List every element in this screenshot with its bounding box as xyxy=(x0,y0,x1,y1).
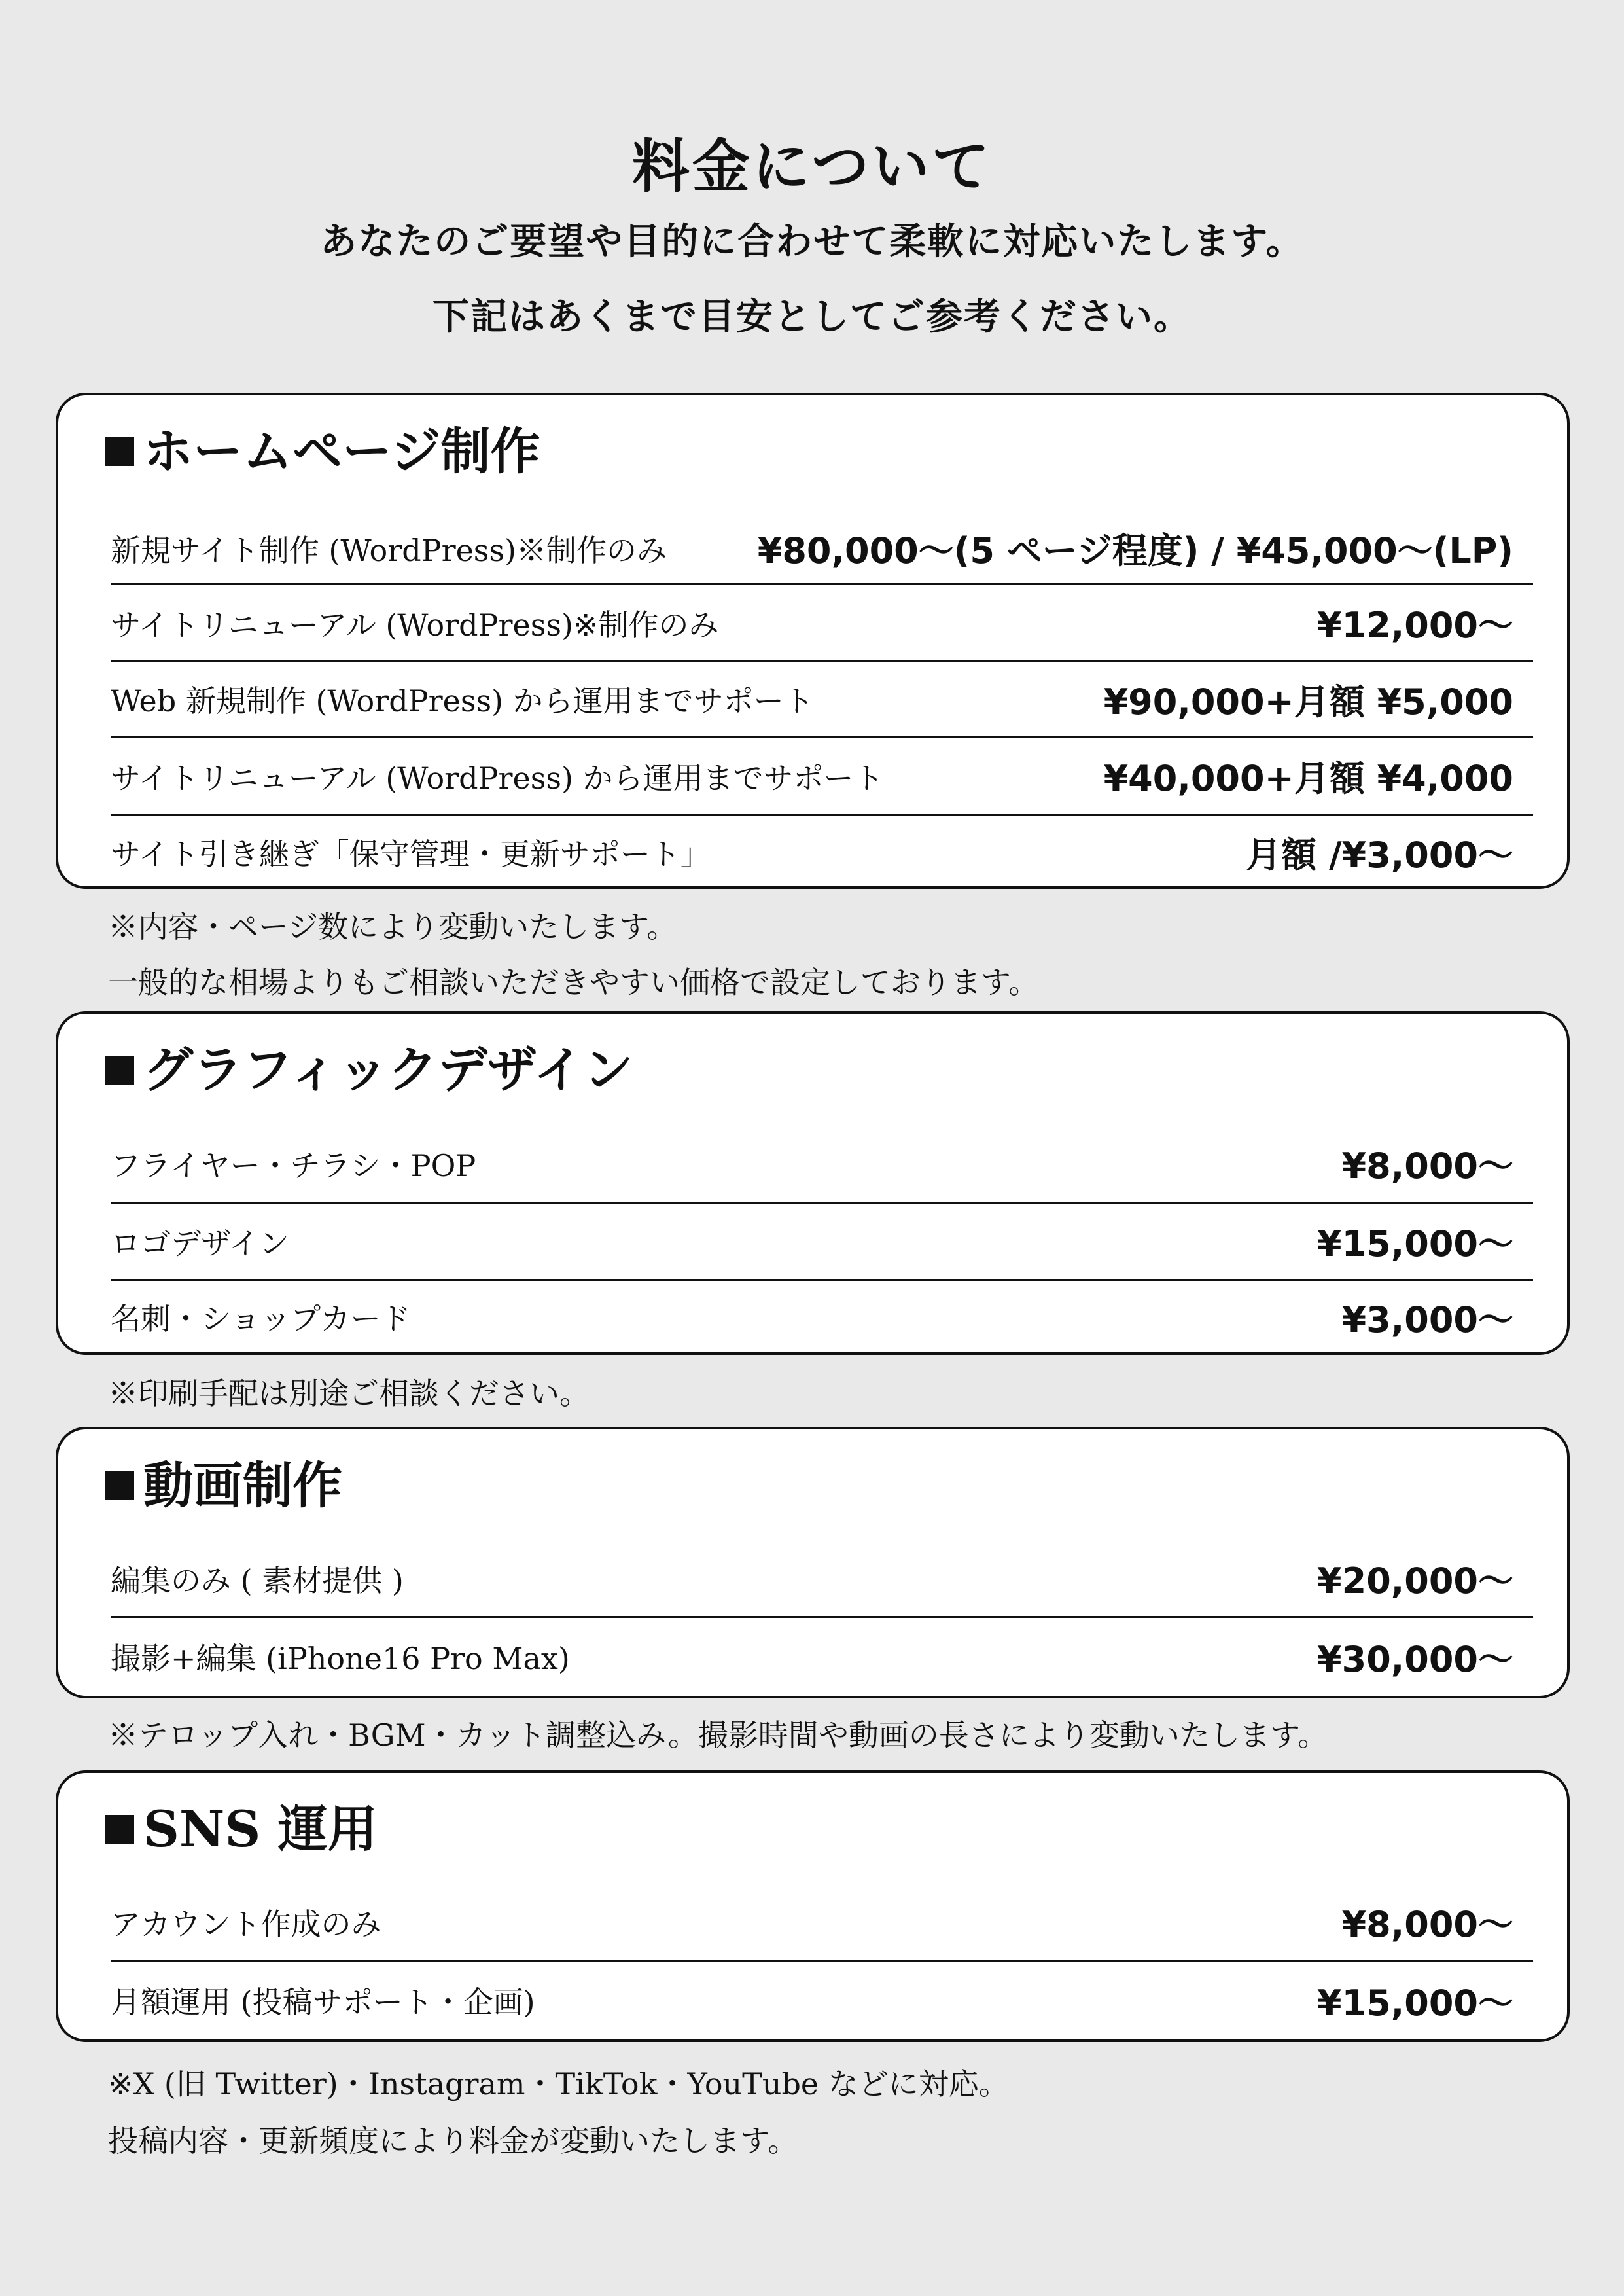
row-price: ¥90,000+月額 ¥5,000 xyxy=(1103,681,1513,723)
row-price: ¥12,000〜 xyxy=(1317,605,1513,646)
row-label: ロゴデザイン xyxy=(111,1225,289,1261)
section-video xyxy=(56,1427,1570,1698)
section-title-text: グラフィックデザイン xyxy=(143,1041,633,1099)
section-title xyxy=(105,1456,342,1515)
intro-line-1: あなたのご要望や目的に合わせて柔軟に対応いたします。 xyxy=(320,220,1304,263)
note: ※テロップ入れ・BGM・カット調整込み。撮影時間や動画の長さにより変動いたします。 xyxy=(108,1717,1328,1753)
row-label: 編集のみ ( 素材提供 ) xyxy=(111,1562,404,1598)
price-row xyxy=(111,1884,1533,1962)
row-label: フライヤー・チラシ・POP xyxy=(111,1147,476,1183)
row-label: サイト引き継ぎ「保守管理・更新サポート」 xyxy=(111,836,711,872)
intro-line-2: 下記はあくまで目安としてご参考ください。 xyxy=(432,295,1192,338)
price-row xyxy=(111,1125,1533,1204)
row-label: 撮影+編集 (iPhone16 Pro Max) xyxy=(111,1641,570,1676)
square-bullet-icon xyxy=(105,437,134,466)
section-title xyxy=(105,1041,633,1099)
row-price: ¥8,000〜 xyxy=(1341,1145,1513,1187)
price-row xyxy=(111,816,1533,888)
section-title xyxy=(105,1800,378,1858)
row-price: ¥30,000〜 xyxy=(1317,1638,1513,1680)
price-row xyxy=(111,1541,1533,1618)
section-title xyxy=(105,422,540,480)
row-label: 新規サイト制作 (WordPress)※制作のみ xyxy=(111,532,667,568)
square-bullet-icon xyxy=(105,1056,134,1085)
square-bullet-icon xyxy=(105,1471,134,1500)
price-row xyxy=(111,1618,1533,1695)
row-label: アカウント作成のみ xyxy=(111,1906,381,1942)
row-price: ¥15,000〜 xyxy=(1317,1223,1513,1265)
row-label: Web 新規制作 (WordPress) から運用までサポート xyxy=(111,683,814,719)
price-row xyxy=(111,738,1533,816)
note: ※X (旧 Twitter)・Instagram・TikTok・YouTube などに対応。 xyxy=(108,2066,1009,2102)
section-graphic-design xyxy=(56,1011,1570,1355)
section-title-text: ホームページ制作 xyxy=(143,422,540,480)
row-price: ¥20,000〜 xyxy=(1317,1560,1513,1602)
price-row xyxy=(111,1204,1533,1281)
section-title-text: SNS 運用 xyxy=(143,1800,378,1858)
note: ※印刷手配は別途ご相談ください。 xyxy=(108,1376,590,1411)
square-bullet-icon xyxy=(105,1815,134,1844)
section-sns xyxy=(56,1770,1570,2042)
page-title: 料金について xyxy=(631,132,993,200)
note: 一般的な相場よりもご相談いただきやすい価格で設定しております。 xyxy=(108,965,1039,1000)
row-price: ¥40,000+月額 ¥4,000 xyxy=(1103,758,1513,799)
row-label: サイトリニューアル (WordPress) から運用までサポート xyxy=(111,760,884,796)
row-price: 月額 /¥3,000〜 xyxy=(1246,834,1513,876)
note: 投稿内容・更新頻度により料金が変動いたします。 xyxy=(108,2123,798,2159)
price-row xyxy=(111,585,1533,662)
row-price: ¥15,000〜 xyxy=(1317,1982,1513,2024)
price-row xyxy=(111,1962,1533,2039)
price-row xyxy=(111,1281,1533,1353)
row-price: ¥3,000〜 xyxy=(1341,1299,1513,1340)
price-row xyxy=(111,662,1533,738)
row-label: 月額運用 (投稿サポート・企画) xyxy=(111,1984,535,2020)
row-label: サイトリニューアル (WordPress)※制作のみ xyxy=(111,607,719,643)
section-homepage xyxy=(56,393,1570,889)
row-label: 名刺・ショップカード xyxy=(111,1301,411,1336)
row-price: ¥8,000〜 xyxy=(1341,1904,1513,1945)
row-price: ¥80,000〜(5 ページ程度) / ¥45,000〜(LP) xyxy=(757,530,1513,571)
price-row xyxy=(111,513,1533,585)
note: ※内容・ページ数により変動いたします。 xyxy=(108,909,677,944)
section-title-text: 動画制作 xyxy=(143,1456,342,1515)
